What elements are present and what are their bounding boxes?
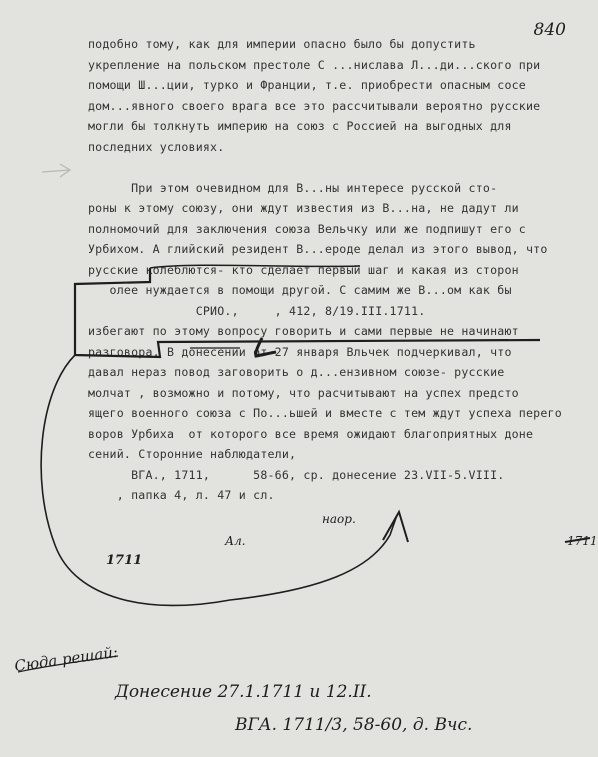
typed-line: Урбихом. А глийский резидент В...ероде делал из этого вывод, что bbox=[88, 242, 548, 256]
typed-line: укрепление на польском престоле С ...нислава Л...ди...ского при bbox=[88, 57, 541, 72]
typed-line: воров Урбиха от которого все время ожидают благоприятных доне bbox=[88, 426, 534, 441]
typed-line: помощи Ш...ции, турко и Франции, т.е. приобрести опасным сосе bbox=[88, 78, 526, 92]
typed-line: полномочий для заключения союза Вельчку или же подпишут его с bbox=[88, 221, 526, 236]
typed-line: ВГА., 1711, 58-66, ср. донесение 23.VII-5.VIII. bbox=[88, 467, 505, 482]
typed-text-block bbox=[88, 34, 586, 506]
typed-line: избегают по этому вопросу говорить и сами первые не начинают bbox=[88, 324, 519, 338]
typed-line: русские колеблются- кто сделает первый шаг и какая из сторон bbox=[88, 262, 519, 277]
typed-line: дом...явного своего врага все это рассчитывали вероятно русские bbox=[88, 98, 541, 113]
handwritten-note-line-1: Донесение 27.1.1711 и 12.II. bbox=[115, 682, 372, 702]
typed-line: , папка 4, л. 47 и сл. bbox=[88, 488, 275, 502]
typed-line: сений. Сторонние наблюдатели, bbox=[88, 447, 297, 461]
typed-line bbox=[88, 157, 586, 178]
handwritten-year: 1711 bbox=[567, 534, 598, 548]
typed-line: разговора. В донесении от 27 января Вльчек подчеркивал, что bbox=[88, 344, 512, 359]
typed-line: олее нуждается в помощи другой. С самим же В...ом как бы bbox=[88, 283, 512, 297]
typed-line: СРИО., , 412, 8/19.III.1711. bbox=[88, 303, 426, 318]
typed-line: ящего военного союза с По...ьшей и вместе с тем ждут успеха перего bbox=[88, 406, 562, 420]
typed-line: При этом очевидном для В...ны интересе русской сто- bbox=[88, 180, 498, 195]
margin-arrow-faint bbox=[42, 164, 70, 177]
typed-line: давал нераз повод заговорить о д...ензивном союзе- русские bbox=[88, 365, 505, 379]
page-number: 840 bbox=[533, 20, 566, 40]
handwritten-insert: наор. bbox=[322, 512, 356, 526]
typed-line: молчат , возможно и потому, что расчитывают на успех предсто bbox=[88, 385, 519, 400]
typed-line: могли бы толкнуть империю на союз с Россией на выгодных для bbox=[88, 119, 512, 133]
insertion-arrow-head bbox=[383, 512, 408, 542]
handwritten-vol-mark: Ал. bbox=[225, 534, 246, 548]
typed-line: последних условиях. bbox=[88, 139, 225, 154]
typed-line: подобно тому, как для империи опасно было бы допустить bbox=[88, 37, 476, 51]
handwritten-note-line-2: ВГА. 1711/3, 58-60, д. Вчс. bbox=[235, 715, 473, 735]
handwritten-note-heading: Сюда решай: bbox=[13, 642, 119, 676]
handwritten-ref-prefix: 1711 bbox=[106, 553, 143, 568]
typed-line: роны к этому союзу, они ждут известия из В...на, не дадут ли bbox=[88, 201, 519, 215]
